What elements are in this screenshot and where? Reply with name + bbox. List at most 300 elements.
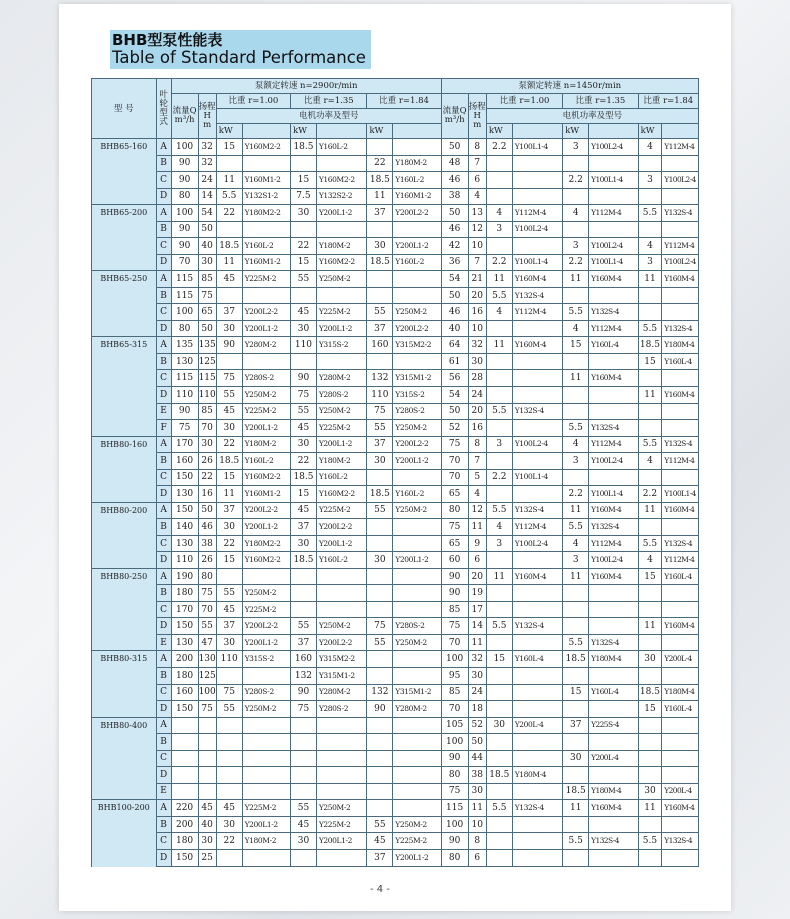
- table-row: [92, 139, 699, 156]
- value-cell: 130: [198, 651, 216, 668]
- value-cell: Y180M-4: [662, 684, 699, 701]
- value-cell: 75: [216, 370, 242, 387]
- value-cell: [171, 783, 198, 800]
- value-cell: 37: [291, 634, 317, 651]
- table-row: [92, 585, 699, 602]
- value-cell: [216, 717, 242, 734]
- value-cell: 130: [171, 535, 198, 552]
- value-cell: 18.5: [291, 552, 317, 569]
- value-cell: [367, 287, 393, 304]
- model-cell: BHB65-160: [92, 139, 157, 156]
- impeller-cell: C: [156, 172, 171, 189]
- table-row: [92, 651, 699, 668]
- value-cell: 40: [198, 816, 216, 833]
- value-cell: 4: [468, 188, 486, 205]
- value-cell: [367, 651, 393, 668]
- value-cell: 42: [441, 238, 468, 255]
- value-cell: [512, 486, 563, 503]
- value-cell: Y225M-2: [242, 601, 290, 618]
- value-cell: 46: [441, 172, 468, 189]
- value-cell: 80: [441, 767, 468, 784]
- value-cell: 55: [291, 403, 317, 420]
- model-cell: BHB100-200: [92, 800, 157, 817]
- impeller-cell: E: [156, 783, 171, 800]
- value-cell: 110: [198, 386, 216, 403]
- value-cell: Y160M-4: [589, 370, 639, 387]
- value-cell: 75: [291, 701, 317, 718]
- value-cell: Y225S-4: [589, 717, 639, 734]
- value-cell: [662, 816, 699, 833]
- value-cell: 64: [441, 337, 468, 354]
- value-cell: [512, 320, 563, 337]
- value-cell: Y160L-4: [589, 684, 639, 701]
- value-cell: Y180M-2: [316, 453, 367, 470]
- value-cell: [512, 353, 563, 370]
- value-cell: 24: [468, 386, 486, 403]
- value-cell: 90: [171, 155, 198, 172]
- value-cell: 132: [367, 370, 393, 387]
- value-cell: 100: [171, 304, 198, 321]
- table-row: [92, 403, 699, 420]
- value-cell: 3: [563, 552, 589, 569]
- value-cell: 200: [171, 816, 198, 833]
- value-cell: Y200L1-2: [393, 849, 441, 866]
- value-cell: Y132S-4: [512, 403, 563, 420]
- value-cell: 55: [367, 634, 393, 651]
- value-cell: 3: [486, 436, 512, 453]
- value-cell: Y160M-4: [512, 271, 563, 288]
- value-cell: 24: [198, 172, 216, 189]
- value-cell: 115: [198, 370, 216, 387]
- model-cell: [92, 486, 157, 503]
- value-cell: [242, 750, 290, 767]
- value-cell: 4: [563, 436, 589, 453]
- value-cell: 75: [198, 585, 216, 602]
- value-cell: Y100L2-4: [512, 535, 563, 552]
- model-cell: [92, 420, 157, 437]
- value-cell: 25: [198, 849, 216, 866]
- value-cell: 37: [367, 849, 393, 866]
- value-cell: [563, 767, 589, 784]
- value-cell: Y160M2-2: [242, 469, 290, 486]
- impeller-cell: C: [156, 601, 171, 618]
- value-cell: [291, 221, 317, 238]
- value-cell: [512, 816, 563, 833]
- value-cell: [662, 304, 699, 321]
- value-cell: 11: [367, 188, 393, 205]
- impeller-cell: D: [156, 552, 171, 569]
- value-cell: 17: [468, 601, 486, 618]
- value-cell: [563, 221, 589, 238]
- value-cell: 38: [441, 188, 468, 205]
- table-row: [92, 783, 699, 800]
- value-cell: [563, 734, 589, 751]
- value-cell: [242, 717, 290, 734]
- value-cell: [589, 585, 639, 602]
- value-cell: 5: [468, 469, 486, 486]
- value-cell: 80: [171, 320, 198, 337]
- value-cell: 2.2: [486, 469, 512, 486]
- value-cell: Y100L2-4: [662, 172, 699, 189]
- value-cell: [563, 155, 589, 172]
- value-cell: [216, 568, 242, 585]
- value-cell: [563, 469, 589, 486]
- value-cell: 3: [563, 453, 589, 470]
- impeller-cell: A: [156, 436, 171, 453]
- value-cell: [216, 287, 242, 304]
- value-cell: [589, 618, 639, 635]
- value-cell: 75: [216, 684, 242, 701]
- header-speed-2900: 泵额定转速 n=2900r/min: [171, 79, 441, 94]
- header-sg-184: 比重 r=1.84: [367, 94, 441, 109]
- value-cell: [393, 734, 441, 751]
- value-cell: 18.5: [638, 684, 662, 701]
- value-cell: [589, 668, 639, 685]
- value-cell: 132: [367, 684, 393, 701]
- value-cell: Y160M2-2: [316, 486, 367, 503]
- value-cell: Y200L2-2: [393, 320, 441, 337]
- value-cell: [512, 684, 563, 701]
- value-cell: 80: [198, 568, 216, 585]
- value-cell: 150: [171, 849, 198, 866]
- model-cell: [92, 519, 157, 536]
- value-cell: 3: [563, 139, 589, 156]
- value-cell: 46: [198, 519, 216, 536]
- value-cell: 115: [171, 271, 198, 288]
- value-cell: 90: [171, 403, 198, 420]
- value-cell: [242, 783, 290, 800]
- value-cell: Y160M1-2: [393, 188, 441, 205]
- value-cell: [316, 849, 367, 866]
- value-cell: [662, 155, 699, 172]
- value-cell: Y132S-4: [512, 800, 563, 817]
- value-cell: [589, 469, 639, 486]
- table-row: [92, 750, 699, 767]
- value-cell: 4: [563, 205, 589, 222]
- value-cell: [589, 767, 639, 784]
- table-row: [92, 734, 699, 751]
- value-cell: 50: [441, 139, 468, 156]
- value-cell: 11: [563, 568, 589, 585]
- value-cell: [662, 403, 699, 420]
- header-kw: kW: [638, 124, 662, 139]
- value-cell: [486, 816, 512, 833]
- value-cell: 50: [441, 287, 468, 304]
- model-cell: [92, 585, 157, 602]
- model-cell: BHB65-315: [92, 337, 157, 354]
- table-row: [92, 601, 699, 618]
- value-cell: [638, 469, 662, 486]
- value-cell: 130: [171, 634, 198, 651]
- table-row: [92, 271, 699, 288]
- value-cell: Y200L1-2: [393, 552, 441, 569]
- value-cell: 75: [367, 618, 393, 635]
- value-cell: [316, 767, 367, 784]
- value-cell: [662, 668, 699, 685]
- value-cell: [589, 403, 639, 420]
- value-cell: Y100L2-4: [589, 238, 639, 255]
- value-cell: 15: [216, 139, 242, 156]
- value-cell: 10: [468, 816, 486, 833]
- value-cell: [638, 816, 662, 833]
- model-cell: [92, 188, 157, 205]
- value-cell: Y112M-4: [589, 320, 639, 337]
- value-cell: [512, 453, 563, 470]
- value-cell: [486, 155, 512, 172]
- value-cell: 6: [468, 172, 486, 189]
- impeller-cell: B: [156, 734, 171, 751]
- value-cell: [486, 833, 512, 850]
- value-cell: 20: [468, 287, 486, 304]
- table-row: [92, 155, 699, 172]
- impeller-cell: B: [156, 816, 171, 833]
- value-cell: [486, 734, 512, 751]
- value-cell: [486, 453, 512, 470]
- value-cell: Y200L-4: [589, 750, 639, 767]
- value-cell: [662, 370, 699, 387]
- value-cell: 55: [216, 701, 242, 718]
- value-cell: Y200L-4: [662, 783, 699, 800]
- header-kw: kW: [486, 124, 512, 139]
- value-cell: 110: [291, 337, 317, 354]
- value-cell: 80: [441, 849, 468, 866]
- value-cell: 4: [468, 486, 486, 503]
- value-cell: Y132S-4: [589, 634, 639, 651]
- value-cell: [367, 767, 393, 784]
- value-cell: [486, 849, 512, 866]
- value-cell: 65: [198, 304, 216, 321]
- value-cell: Y250M-2: [242, 585, 290, 602]
- value-cell: 55: [216, 585, 242, 602]
- value-cell: 3: [638, 172, 662, 189]
- value-cell: [563, 849, 589, 866]
- value-cell: [291, 750, 317, 767]
- value-cell: 8: [468, 139, 486, 156]
- impeller-cell: A: [156, 502, 171, 519]
- impeller-cell: C: [156, 535, 171, 552]
- impeller-cell: A: [156, 271, 171, 288]
- table-row: [92, 337, 699, 354]
- value-cell: Y112M-4: [662, 552, 699, 569]
- value-cell: [367, 469, 393, 486]
- impeller-cell: C: [156, 833, 171, 850]
- value-cell: 100: [171, 139, 198, 156]
- value-cell: 190: [171, 568, 198, 585]
- value-cell: 30: [291, 436, 317, 453]
- value-cell: 11: [486, 271, 512, 288]
- value-cell: Y132S-4: [662, 833, 699, 850]
- impeller-cell: B: [156, 585, 171, 602]
- model-cell: [92, 634, 157, 651]
- value-cell: [242, 287, 290, 304]
- value-cell: [638, 155, 662, 172]
- value-cell: 45: [291, 420, 317, 437]
- header-sg-100: 比重 r=1.00: [216, 94, 290, 109]
- value-cell: 30: [216, 816, 242, 833]
- value-cell: 37: [216, 304, 242, 321]
- value-cell: [291, 155, 317, 172]
- value-cell: 3: [486, 535, 512, 552]
- value-cell: [316, 783, 367, 800]
- value-cell: 70: [441, 634, 468, 651]
- value-cell: 32: [468, 651, 486, 668]
- value-cell: 11: [486, 568, 512, 585]
- value-cell: [367, 221, 393, 238]
- value-cell: Y250M-2: [242, 701, 290, 718]
- value-cell: 4: [563, 535, 589, 552]
- value-cell: [638, 668, 662, 685]
- value-cell: 100: [441, 651, 468, 668]
- value-cell: 16: [198, 486, 216, 503]
- value-cell: Y180M-2: [242, 436, 290, 453]
- value-cell: 26: [198, 453, 216, 470]
- value-cell: [216, 155, 242, 172]
- table-row: [92, 618, 699, 635]
- value-cell: Y100L1-4: [512, 139, 563, 156]
- value-cell: [486, 601, 512, 618]
- value-cell: 85: [441, 601, 468, 618]
- value-cell: [486, 370, 512, 387]
- header-motor: 电机功率及型号: [216, 109, 441, 124]
- value-cell: [393, 568, 441, 585]
- model-cell: [92, 172, 157, 189]
- header-sg-135: 比重 r=1.35: [291, 94, 367, 109]
- value-cell: Y180M2-2: [242, 205, 290, 222]
- value-cell: Y315S-2: [242, 651, 290, 668]
- value-cell: Y200L1-2: [242, 320, 290, 337]
- model-cell: [92, 750, 157, 767]
- value-cell: 30: [638, 783, 662, 800]
- value-cell: Y180M-4: [589, 783, 639, 800]
- value-cell: [563, 701, 589, 718]
- value-cell: [242, 353, 290, 370]
- impeller-cell: B: [156, 519, 171, 536]
- value-cell: 4: [638, 238, 662, 255]
- value-cell: 90: [441, 585, 468, 602]
- value-cell: Y200L1-2: [242, 634, 290, 651]
- value-cell: [589, 601, 639, 618]
- value-cell: [316, 155, 367, 172]
- value-cell: Y250M-2: [393, 816, 441, 833]
- value-cell: 6: [468, 849, 486, 866]
- value-cell: Y315S-2: [316, 337, 367, 354]
- impeller-cell: A: [156, 337, 171, 354]
- value-cell: 30: [291, 320, 317, 337]
- model-cell: [92, 403, 157, 420]
- value-cell: 30: [291, 205, 317, 222]
- value-cell: [393, 717, 441, 734]
- value-cell: Y225M-2: [316, 420, 367, 437]
- value-cell: 46: [441, 221, 468, 238]
- value-cell: 12: [468, 502, 486, 519]
- value-cell: [662, 717, 699, 734]
- title-cn: BHB型泵性能表: [112, 31, 223, 49]
- value-cell: [638, 420, 662, 437]
- value-cell: [316, 287, 367, 304]
- value-cell: 7: [468, 254, 486, 271]
- value-cell: 5.5: [638, 833, 662, 850]
- value-cell: 37: [291, 519, 317, 536]
- header-kw: kW: [216, 124, 242, 139]
- performance-table-body: [92, 139, 699, 867]
- value-cell: Y200L1-2: [316, 833, 367, 850]
- value-cell: 5.5: [563, 420, 589, 437]
- value-cell: 20: [468, 568, 486, 585]
- value-cell: [662, 221, 699, 238]
- value-cell: 75: [198, 287, 216, 304]
- value-cell: 14: [198, 188, 216, 205]
- impeller-cell: B: [156, 155, 171, 172]
- value-cell: 22: [198, 469, 216, 486]
- value-cell: [589, 188, 639, 205]
- value-cell: [563, 816, 589, 833]
- value-cell: 18.5: [486, 767, 512, 784]
- header-kw: kW: [563, 124, 589, 139]
- table-row: [92, 287, 699, 304]
- value-cell: [393, 800, 441, 817]
- value-cell: Y112M-4: [589, 436, 639, 453]
- value-cell: 11: [638, 386, 662, 403]
- value-cell: 24: [468, 684, 486, 701]
- value-cell: [198, 734, 216, 751]
- value-cell: [291, 353, 317, 370]
- value-cell: [367, 601, 393, 618]
- value-cell: [563, 618, 589, 635]
- value-cell: 22: [216, 535, 242, 552]
- value-cell: 47: [198, 634, 216, 651]
- value-cell: [589, 221, 639, 238]
- value-cell: 5.5: [486, 800, 512, 817]
- model-cell: [92, 552, 157, 569]
- value-cell: [216, 750, 242, 767]
- value-cell: [393, 353, 441, 370]
- value-cell: 5.5: [638, 205, 662, 222]
- value-cell: [563, 585, 589, 602]
- value-cell: 45: [216, 403, 242, 420]
- value-cell: Y160M-4: [662, 502, 699, 519]
- value-cell: 30: [216, 634, 242, 651]
- value-cell: 15: [216, 469, 242, 486]
- value-cell: 37: [367, 205, 393, 222]
- value-cell: 11: [216, 486, 242, 503]
- value-cell: 30: [468, 668, 486, 685]
- value-cell: 5.5: [563, 304, 589, 321]
- value-cell: 135: [171, 337, 198, 354]
- value-cell: [512, 172, 563, 189]
- value-cell: Y200L1-2: [316, 205, 367, 222]
- value-cell: [216, 353, 242, 370]
- impeller-cell: B: [156, 287, 171, 304]
- value-cell: Y132S1-2: [242, 188, 290, 205]
- value-cell: [662, 849, 699, 866]
- model-cell: [92, 469, 157, 486]
- header-model: 型 号: [92, 79, 157, 139]
- model-cell: BHB65-200: [92, 205, 157, 222]
- value-cell: Y100L1-4: [589, 486, 639, 503]
- value-cell: Y280M-2: [316, 370, 367, 387]
- value-cell: 11: [638, 502, 662, 519]
- table-row: [92, 238, 699, 255]
- value-cell: 11: [638, 800, 662, 817]
- header-head: 扬程H m: [198, 94, 216, 139]
- impeller-cell: C: [156, 238, 171, 255]
- value-cell: 75: [367, 403, 393, 420]
- value-cell: [638, 221, 662, 238]
- value-cell: Y160L-2: [316, 552, 367, 569]
- model-cell: [92, 238, 157, 255]
- header-kw: kW: [291, 124, 317, 139]
- value-cell: Y280S-2: [242, 684, 290, 701]
